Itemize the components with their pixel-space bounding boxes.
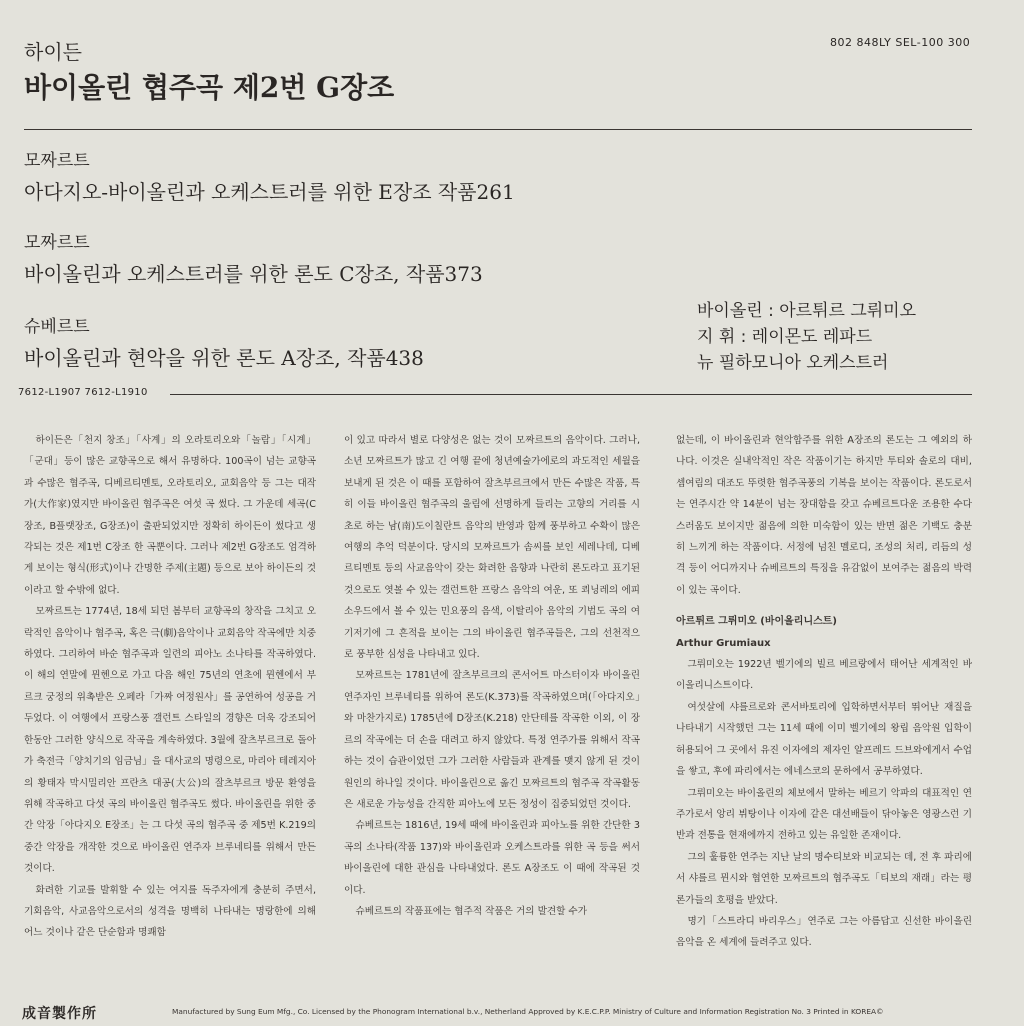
notes-paragraph: 하이든은「천지 창조」「사계」의 오라토리오와「놀람」「시계」「군대」등이 많은 교향곡으로 해서 유명하다. 100곡이 넘는 교향곡과 수많은 협주곡, 디베르티멘토, 오라토리오, 교회음악 등 그는 대작가(大作家)였지만 바이올린 협주곡은 여섯 곡 썼다. 그 가운데 세곡(C장조, B플랫장조, G장조)이 출판되었지만 정확히 하이든이 썼다고 생각되는 것은 제1번 C장조 한 곡뿐이다. 그러나 제2번 G장조도 엄격하게 보이는 형식(形式)이나 간명한 주제(主題) 등으로 보아 하이든의 것이라고 할 수밖에 없다. — [24, 435, 316, 596]
bio-heading: 아르튀르 그뤼미오 (바이올리니스트) — [676, 616, 838, 628]
publisher-logo: 成音製作所 — [22, 1006, 97, 1022]
composer-haydn: 하이든 — [24, 40, 82, 64]
notes-paragraph: 모짜르트는 1774년, 18세 되던 봄부터 교향곡의 창작을 그치고 오락적인 음악이나 협주곡, 혹은 극(劇)음악이나 교회음악 작곡에만 치중하였다. 그리하여 바순 협주곡과 일련의 피아노 소나타를 작곡하였다. 이 해의 연말에 뮌헨으로 가고 다음 해인 75년의 연초에 뮌헨에서 부르크 궁정의 위촉받은 오페라「가짜 여정원사」를 공연하여 성공을 거두었다. 이 여행에서 프랑스풍 갤런트 스타일의 경향은 더욱 강조되어 한동안 그러한 양식으로 작곡을 계속하였다. 3월에 잘츠부르크로 돌아가 축전극「양치기의 임금님」을 대사교의 명령으로, 마리아 테레지아의 황태자 막시밀리안 프란츠 대공(大公)의 잘츠부르크 방문 환영을 위해 작곡하고 다섯 곡의 바이올린 협주곡도 썼다. 바이올린을 위한 중간 악장「아다지오 E장조」는 그 다섯 곡의 협주곡 중 제5번 K.219의 중간 악장을 개작한 것으로 바이올린 연주자 브루네티를 위해서 만든 것이다. — [24, 606, 316, 875]
notes-paragraph: 슈베르트의 작품표에는 협주적 작품은 거의 발견할 수가 — [355, 905, 587, 917]
performer-orchestra: 뉴 필하모니아 오케스트러 — [697, 353, 889, 373]
notes-column-3 — [676, 430, 972, 954]
work-3-composer: 슈베르트 — [24, 317, 90, 337]
work-2-title: 바이올린과 오케스트러를 위한 론도 C장조, 작품373 — [24, 262, 483, 286]
bio-paragraph: 명기「스트라디 바리우스」연주로 그는 아름답고 신선한 바이올린 음악을 온 세계에 들려주고 있다. — [676, 915, 972, 949]
title-divider — [24, 129, 972, 130]
bio-paragraph: 여섯살에 샤를르로와 콘서바토리에 입학하면서부터 뛰어난 재질을 나타내기 시작했던 그는 11세 때에 이미 벨기에의 왕립 음악원 입학이 허용되어 그 곳에서 유진 이자에의 제자인 알프레드 드브와에게서 수업을 쌓고, 후에 파리에서는 에네스코의 문하에서 공부하였다. — [676, 701, 972, 778]
bio-paragraph: 그뤼미오는 1922년 벨기에의 빌르 베르랑에서 태어난 세계적인 바이올리니스트이다. — [676, 659, 972, 692]
bio-paragraph: 그뤼미오는 바이올린의 체보에서 말하는 베르기 악파의 대표적인 연주가로서 앙리 뷔탕이나 이자에 같은 대선배들이 닦아놓은 영광스런 기반과 전통을 현재에까지 전하고 있는 유일한 존재이다. — [676, 787, 972, 842]
album-title: 바이올린 협주곡 제2번 G장조 — [24, 71, 395, 104]
work-1-composer: 모짜르트 — [24, 151, 90, 171]
record-codes: 7612-L1907 7612-L1910 — [18, 387, 148, 398]
bio-name-english: Arthur Grumiaux — [676, 637, 771, 649]
work-2-composer: 모짜르트 — [24, 233, 90, 253]
notes-paragraph: 없는데, 이 바이올린과 현악합주를 위한 A장조의 론도는 그 예외의 하나다. 이것은 실내악적인 작은 작품이기는 하지만 투티와 솔로의 대비, 셈여림의 대조도 뚜렷한 협주곡풍의 기복을 보이는 작품이다. 론도로서는 연주시간 약 14분이 넘는 장대함을 갖고 슈베르트다운 조용한 수다스러움도 보이지만 젊음에 의한 미숙함이 있는 반면 젊은 기백도 충분히 느끼게 하는 작품이다. 서정에 넘친 멜로디, 조성의 처리, 리듬의 성격 등이 어디까지나 슈베르트의 특징을 유감없이 보여주는 젊음의 박력이 있는 곡이다. — [676, 435, 972, 596]
work-3-title: 바이올린과 현악을 위한 론도 A장조, 작품438 — [24, 346, 424, 370]
notes-column-1 — [24, 430, 316, 944]
work-1-title: 아다지오-바이올린과 오케스트러를 위한 E장조 작품261 — [24, 180, 515, 204]
notes-paragraph: 모짜르트는 1781년에 잘츠부르크의 콘서어트 마스터이자 바이올린 연주자인 브루네티를 위하여 론도(K.373)를 작곡하였으며(「아다지오」와 마찬가지로) 1785년에 D장조(K.218) 안단테를 작곡한 이외, 이 장르의 작곡에는 더 손을 대려고 하지 않았다. 특정 연주가를 위해서 작곡하는 것이 습관이었던 그가 그러한 사람들과 관계를 맺지 않게 된 것이 원인의 하나일 것이다. 바이올린으로 옮긴 모짜르트의 협주곡 작곡활동은 새로운 가능성을 간직한 피아노에 모든 정성이 집중되었던 것이다. — [344, 670, 640, 810]
catalog-number: 802 848LY SEL-100 300 — [830, 36, 971, 49]
footer-legal-text: Manufactured by Sung Eum Mfg., Co. Licensed by the Phonogram International b.v., Netherland Approved by K.E.C.P.P. Ministry of Culture and Information Registration No. 3 Printed in KOREA© — [172, 1007, 884, 1016]
notes-paragraph: 이 있고 따라서 별로 다양성은 없는 것이 모짜르트의 음악이다. 그러나, 소년 모짜르트가 많고 긴 여행 끝에 청년예술가에로의 과도적인 세월을 보내게 된 것은 이 때를 포함하여 잘츠부르크에서 만든 수많은 작품, 특히 이들 바이올린 협주곡의 울림에 선명하게 들리는 고향의 거리를 시초로 하는 남(南)도이칠란트 음악의 반영과 함께 풍부하고 수확이 많은 여행의 추억 덕분이다. 당시의 모짜르트가 솜씨를 보인 세레나데, 디베르티멘토 등의 사교음악이 갖는 화려한 음향과 나란히 론도라고 표기된 것으로도 엿볼 수 있는 갤런트한 프랑스 음악의 여운, 또 쾨닝레의 에피소우드에서 볼 수 있는 민요풍의 음색, 이탈리아 음악의 기법도 곡의 여기저기에 그 흔적을 보이는 그의 바이올린 협주곡들은, 그의 선천적으로 풍부한 심성을 나타내고 있다. — [344, 435, 640, 661]
codes-divider — [170, 394, 972, 395]
performer-violin: 바이올린 : 아르튀르 그뤼미오 — [697, 301, 917, 321]
notes-column-2 — [344, 430, 640, 922]
notes-paragraph: 슈베르트는 1816년, 19세 때에 바이올린과 피아노를 위한 간단한 3곡의 소나타(작품 137)와 바이올린과 오케스트라를 위한 곡 등을 써서 바이올린에 대한 관심을 나타내었다. 론도 A장조도 이 때에 작곡된 것이다. — [344, 820, 640, 896]
bio-paragraph: 그의 훌륭한 연주는 지난 날의 명수티보와 비교되는 데, 전 후 파리에서 샤를르 뮌시와 협연한 모짜르트의 협주곡도「티보의 재래」라는 평론가들의 호평을 받았다. — [676, 851, 972, 906]
performer-conductor: 지 휘 : 레이몬도 레파드 — [697, 327, 873, 347]
notes-paragraph: 화려한 기교를 발휘할 수 있는 여지를 독주자에게 충분히 주면서, 기회음악, 사교음악으로서의 성격을 명백히 나타내는 명랑한에 의해 어느 것이나 같은 단순함과 명쾌함 — [24, 884, 316, 939]
